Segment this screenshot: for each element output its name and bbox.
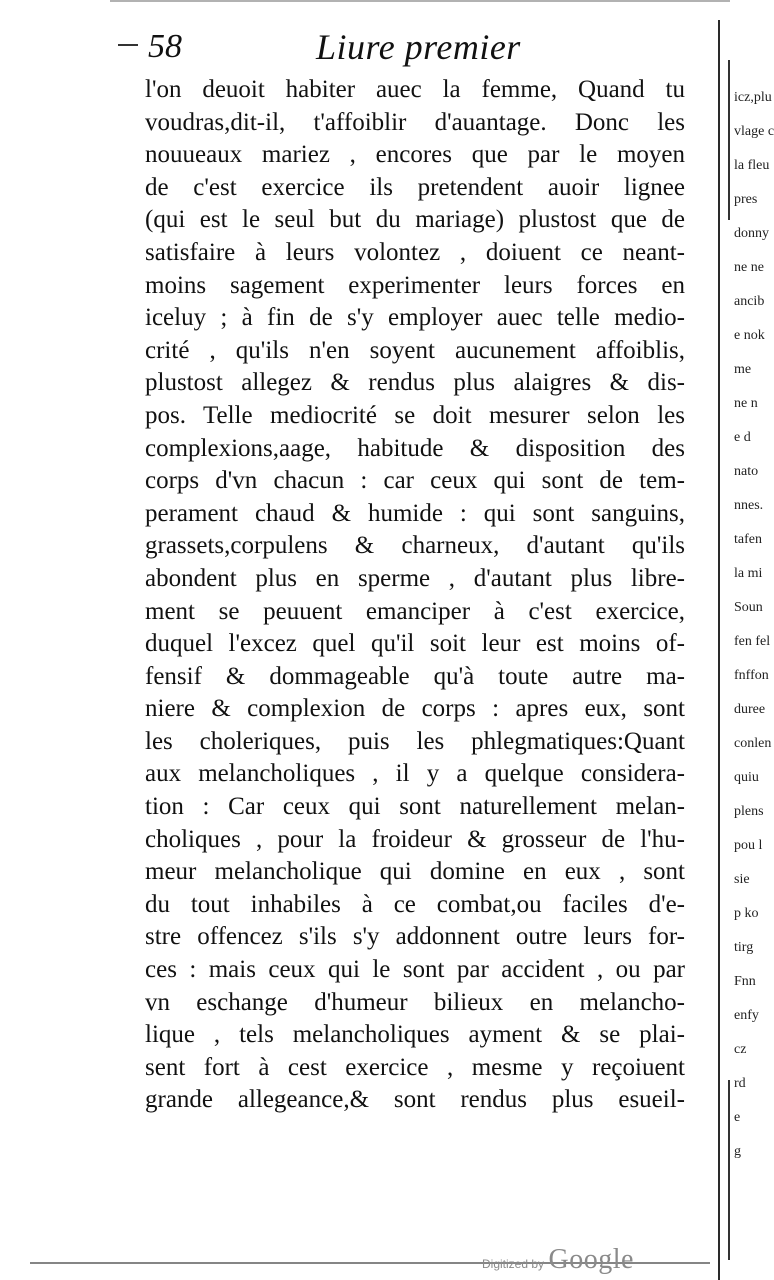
margin-fragment: g — [734, 1144, 741, 1159]
text-line: fensif & dommageable qu'à toute autre ma- — [145, 662, 685, 690]
margin-fragment: duree — [734, 702, 766, 717]
margin-fragment: enfy — [734, 1008, 759, 1023]
text-line: plustost allegez & rendus plus alaigres & dis- — [145, 369, 685, 397]
text-line: perament chaud & humide : qui sont sanguins, — [145, 499, 685, 527]
page-header — [148, 20, 688, 68]
margin-fragment: rd — [734, 1076, 746, 1091]
text-line: du tout inhabiles à ce combat,ou faciles d'e- — [145, 890, 685, 918]
margin-fragment: Fnn — [734, 974, 756, 989]
text-line: pos. Telle mediocrité se doit mesurer selon les — [145, 401, 685, 429]
margin-fragment: quiu — [734, 770, 759, 785]
margin-fragment: p ko — [734, 906, 759, 921]
margin-fragment: vlage c — [734, 124, 774, 139]
margin-fragment: nato — [734, 464, 759, 479]
margin-fragment: ancib — [734, 294, 765, 309]
margin-fragment: la mi — [734, 566, 763, 581]
margin-fragment: tafen — [734, 532, 762, 547]
text-line: crité , qu'ils n'en soyent aucunement affoiblis, — [145, 336, 685, 364]
top-rule — [110, 0, 730, 8]
text-line: ces : mais ceux qui le sont par accident , ou par — [145, 956, 685, 984]
body-text — [145, 74, 685, 1117]
text-line: voudras,dit-il, t'affoiblir d'auantage. Donc les — [145, 108, 685, 136]
watermark-prefix: Digitized by — [482, 1257, 545, 1271]
text-line: aux melancholiques , il y a quelque considera- — [145, 760, 685, 788]
margin-fragment: fnffon — [734, 668, 769, 683]
running-title: Liure premier — [316, 27, 521, 67]
margin-fragment: cz — [734, 1042, 747, 1057]
margin-mark — [118, 44, 138, 46]
text-line: corps d'vn chacun : car ceux qui sont de tem- — [145, 467, 685, 495]
text-line: sent fort à cest exercice , mesme y reçoiuent — [145, 1053, 685, 1081]
text-line: stre offencez s'ils s'y addonnent outre leurs for- — [145, 923, 685, 951]
text-line: (qui est le seul but du mariage) plustost que de — [145, 206, 685, 234]
text-line: iceluy ; à fin de s'y employer auec telle medio- — [145, 304, 685, 332]
margin-fragment: e nok — [734, 328, 765, 343]
margin-fragment: pres — [734, 192, 758, 207]
text-line: nouueaux mariez , encores que par le moyen — [145, 141, 685, 169]
adjacent-page-edge — [718, 20, 774, 1280]
margin-fragment: me — [734, 362, 752, 377]
text-line: grande allegeance,& sont rendus plus esueil- — [145, 1086, 685, 1114]
page-edge-shadow — [728, 1080, 730, 1260]
margin-fragment: e — [734, 1110, 741, 1125]
margin-fragment: donny — [734, 226, 769, 241]
text-line: ment se peuuent emanciper à c'est exercice, — [145, 597, 685, 625]
margin-fragment: pou l — [734, 838, 763, 853]
text-line: abondent plus en sperme , d'autant plus libre- — [145, 564, 685, 592]
margin-fragment: la fleu — [734, 158, 770, 173]
margin-fragment: conlen — [734, 736, 772, 751]
margin-fragment: ne ne — [734, 260, 764, 275]
text-line: moins sagement experimenter leurs forces en — [145, 271, 685, 299]
digitized-watermark — [482, 1244, 634, 1276]
margin-fragment: fen fel — [734, 634, 771, 649]
text-line: duquel l'excez quel qu'il soit leur est moins of- — [145, 630, 685, 658]
margin-fragment: plens — [734, 804, 764, 819]
page-number: 58 — [148, 28, 182, 65]
text-line: meur melancholique qui domine en eux , sont — [145, 858, 685, 886]
margin-fragment: Soun — [734, 600, 763, 615]
margin-fragment: tirg — [734, 940, 754, 955]
text-line: de c'est exercice ils pretendent auoir lignee — [145, 173, 685, 201]
text-line: l'on deuoit habiter auec la femme, Quand tu — [145, 76, 685, 103]
text-line: choliques , pour la froideur & grosseur de l'hu- — [145, 825, 685, 853]
text-line: lique , tels melancholiques ayment & se plai- — [145, 1021, 685, 1049]
margin-fragment: nnes. — [734, 498, 764, 513]
text-line: tion : Car ceux qui sont naturellement melan- — [145, 793, 685, 821]
text-line: les choleriques, puis les phlegmatiques:Quant — [145, 727, 685, 755]
margin-fragment: e d — [734, 430, 751, 445]
text-line: niere & complexion de corps : apres eux, sont — [145, 695, 685, 723]
text-line: grassets,corpulens & charneux, d'autant qu'ils — [145, 532, 685, 560]
margin-fragment: sie — [734, 872, 750, 887]
page-edge-shadow — [728, 60, 730, 220]
google-logo: Google — [548, 1244, 634, 1275]
text-line: complexions,aage, habitude & disposition des — [145, 434, 685, 462]
text-line: vn eschange d'humeur bilieux en melancho- — [145, 988, 685, 1016]
text-line: satisfaire à leurs volontez , doiuent ce neant- — [145, 238, 685, 266]
margin-fragment: ne n — [734, 396, 758, 411]
margin-fragment: icz,plu — [734, 90, 772, 105]
